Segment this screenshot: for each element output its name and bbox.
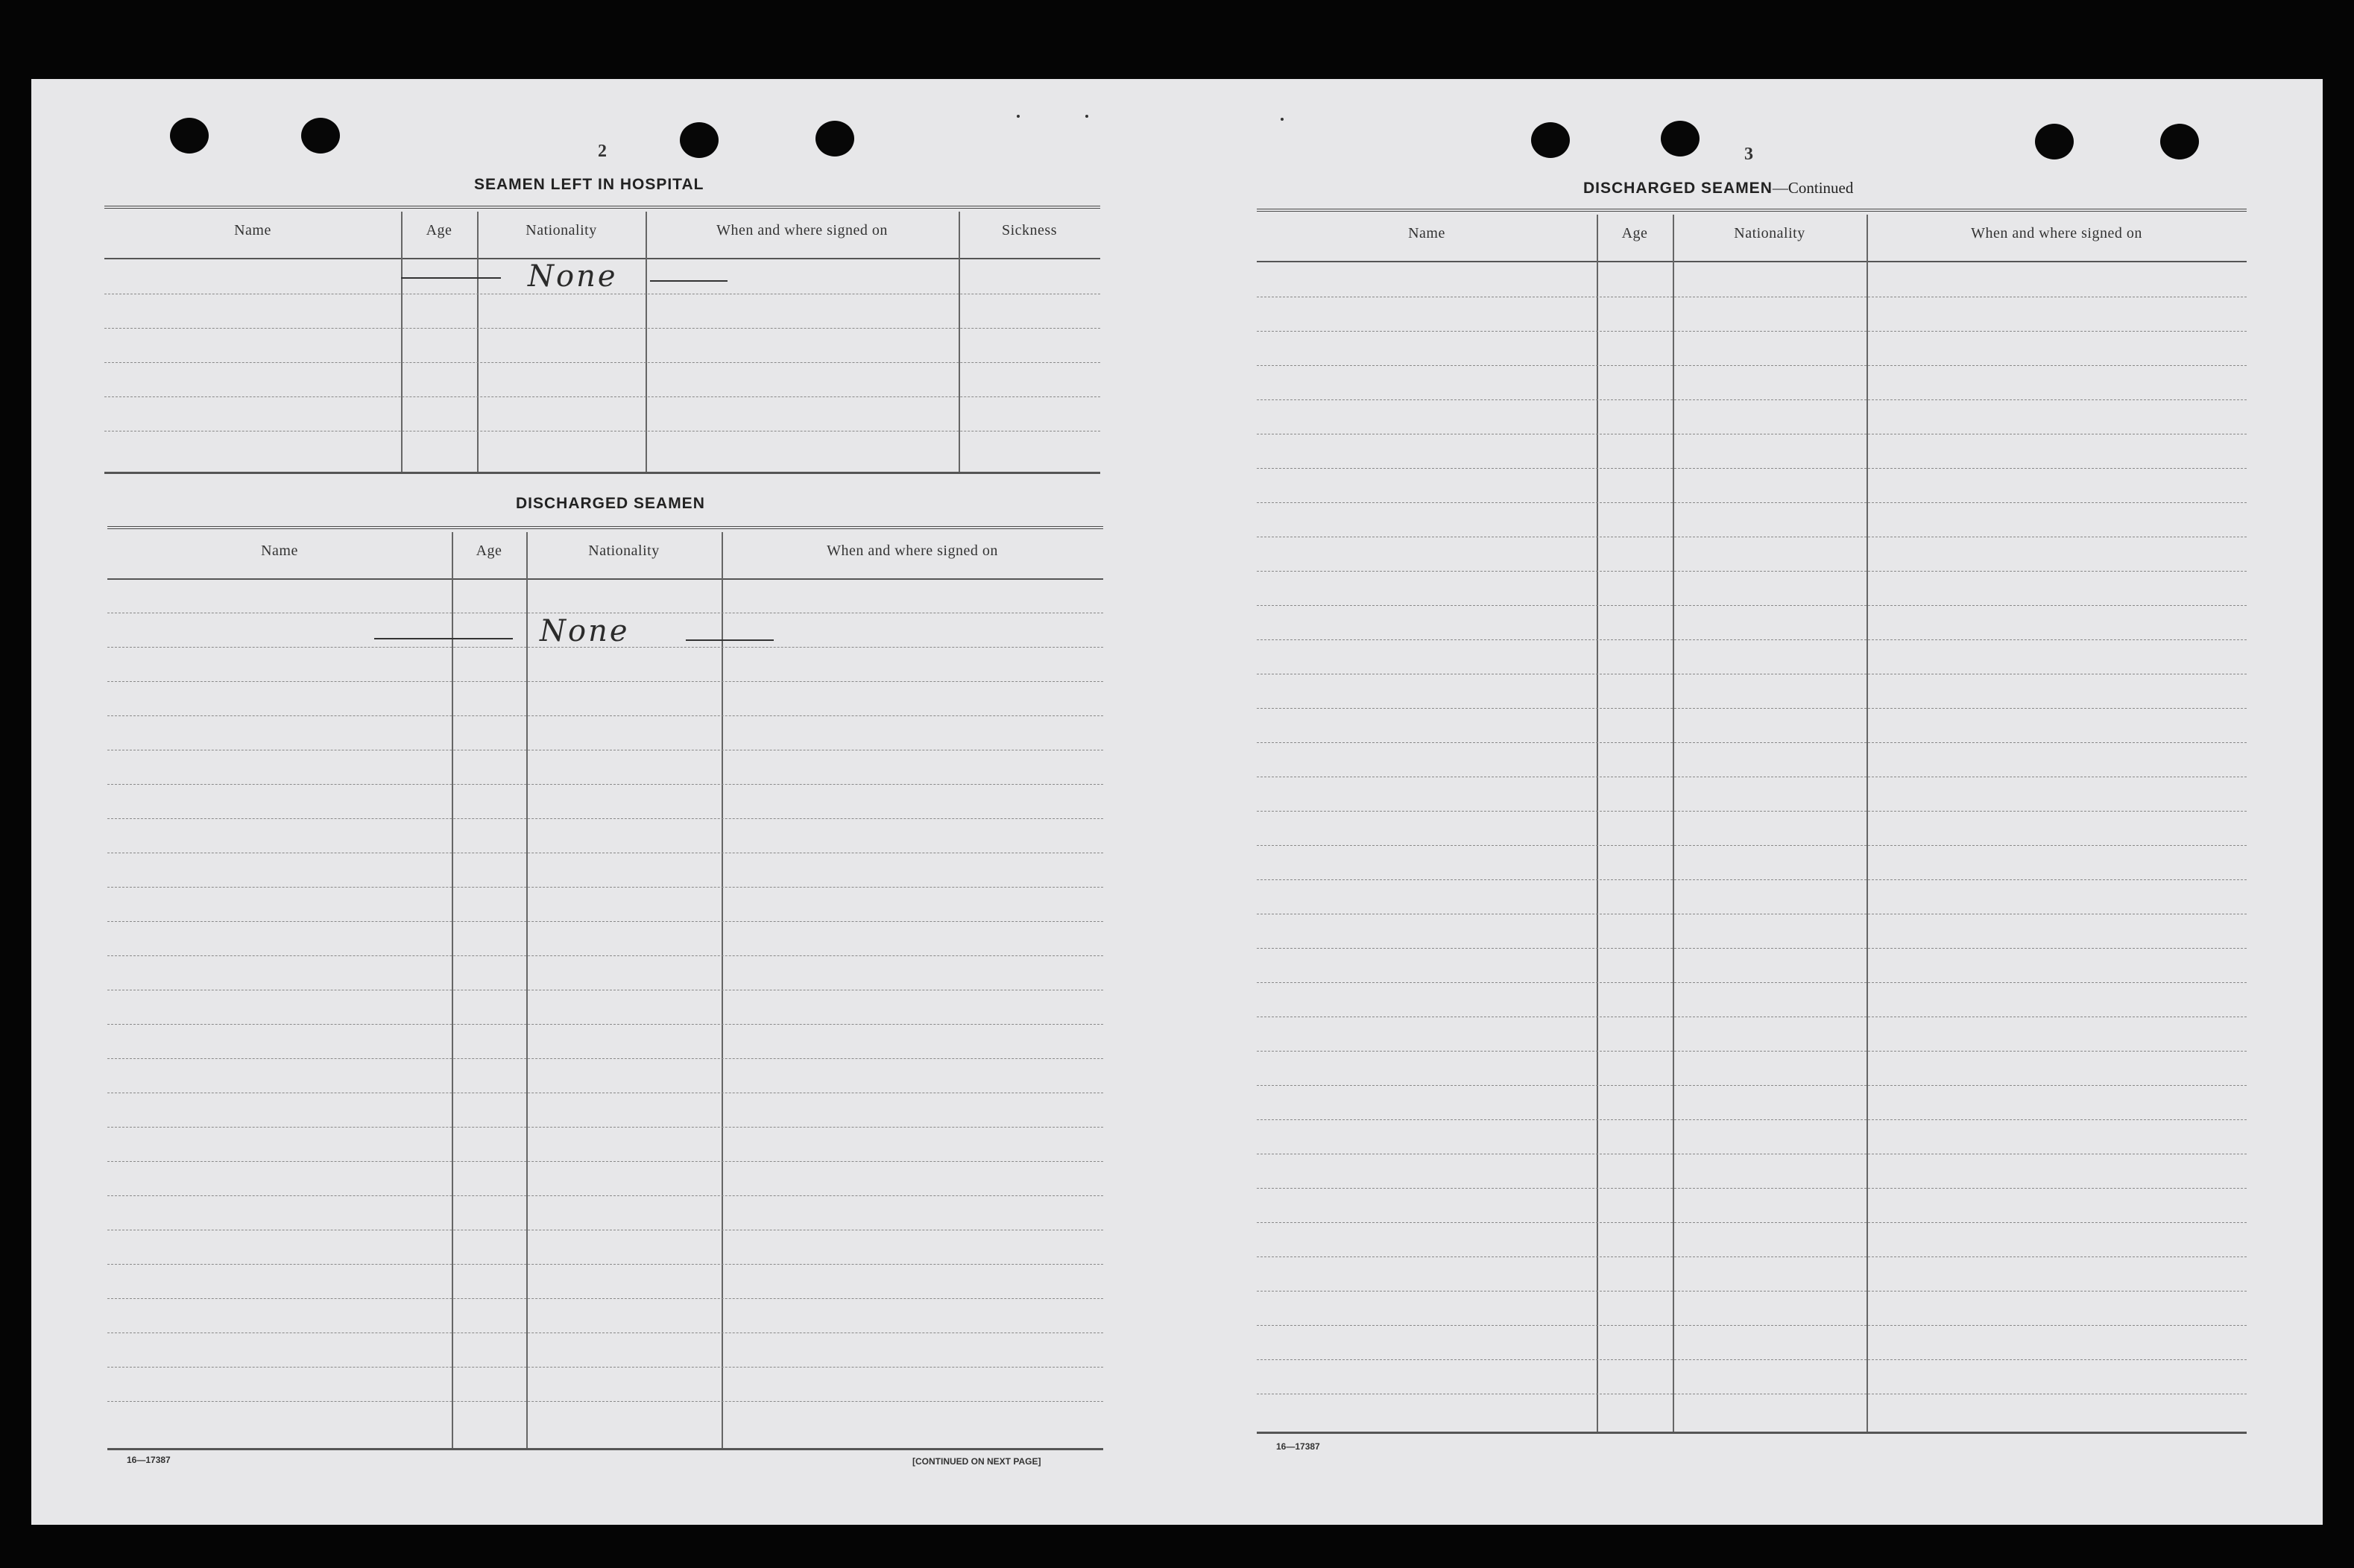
column-header-age: Age (476, 543, 502, 559)
header-rule (107, 578, 1103, 580)
column-divider (1673, 215, 1674, 1432)
table-row (104, 328, 1100, 329)
handwritten-none: None (540, 614, 630, 648)
table-row (107, 784, 1103, 785)
form-number-right: 16—17387 (1276, 1441, 1320, 1452)
header-rule (1257, 261, 2247, 262)
column-divider (959, 212, 960, 472)
column-divider (526, 532, 528, 1449)
table-top-rule (107, 526, 1103, 529)
continued-note: [CONTINUED ON NEXT PAGE] (912, 1456, 1041, 1467)
column-header-nationality: Nationality (588, 543, 660, 559)
table-row (1257, 742, 2247, 743)
table-top-rule (104, 206, 1100, 209)
hospital-section-title: SEAMEN LEFT IN HOSPITAL (474, 176, 704, 193)
table-row (107, 1127, 1103, 1128)
page-number-left: 2 (598, 142, 607, 161)
column-header-signed-on: When and where signed on (827, 543, 998, 559)
table-bottom-rule (107, 1448, 1103, 1450)
table-row (107, 887, 1103, 888)
handwritten-dash (401, 277, 501, 279)
table-row (1257, 708, 2247, 709)
table-row (1257, 1085, 2247, 1086)
table-row (1257, 1359, 2247, 1360)
column-header-signed-on: When and where signed on (716, 222, 888, 238)
table-row (107, 1264, 1103, 1265)
table-row (1257, 879, 2247, 880)
column-header-sickness: Sickness (1002, 222, 1057, 238)
table-row (1257, 982, 2247, 983)
discharged-continued-title (1583, 179, 1853, 197)
column-header-age: Age (426, 222, 452, 238)
speck (1281, 118, 1284, 121)
punch-hole (2160, 124, 2199, 159)
column-header-signed-on: When and where signed on (1971, 225, 2142, 241)
table-row (1257, 811, 2247, 812)
table-row (1257, 502, 2247, 503)
table-row (107, 1058, 1103, 1059)
table-row (1257, 639, 2247, 640)
column-header-name: Name (1408, 225, 1445, 241)
table-row (104, 362, 1100, 363)
punch-hole (680, 122, 719, 158)
punch-hole (1531, 122, 1570, 158)
punch-hole (1661, 121, 1700, 157)
handwritten-dash (650, 280, 728, 282)
punch-hole (815, 121, 854, 157)
table-row (1257, 845, 2247, 846)
table-row (107, 921, 1103, 922)
table-bottom-rule (1257, 1432, 2247, 1434)
table-row (1257, 1256, 2247, 1257)
column-divider (401, 212, 403, 472)
column-divider (646, 212, 647, 472)
punch-hole (301, 118, 340, 154)
table-row (1257, 1051, 2247, 1052)
table-row (1257, 1222, 2247, 1223)
table-row (1257, 1119, 2247, 1120)
table-row (107, 1401, 1103, 1402)
table-row (1257, 1188, 2247, 1189)
speck (1017, 115, 1020, 118)
discharged-section-title: DISCHARGED SEAMEN (516, 495, 705, 512)
table-row (1257, 1291, 2247, 1292)
column-divider (722, 532, 723, 1449)
column-divider (1867, 215, 1868, 1432)
column-header-nationality: Nationality (1734, 225, 1805, 241)
table-row (107, 955, 1103, 956)
column-header-name: Name (261, 543, 298, 559)
handwritten-dash (686, 639, 774, 641)
table-row (107, 715, 1103, 716)
page-number-right: 3 (1744, 145, 1753, 164)
punch-hole (170, 118, 209, 154)
table-row (107, 1024, 1103, 1025)
table-row (1257, 365, 2247, 366)
hospital-table (104, 206, 1100, 474)
table-row (107, 1195, 1103, 1196)
table-row (104, 396, 1100, 397)
table-row (1257, 468, 2247, 469)
table-row (1257, 399, 2247, 400)
discharged-table (107, 526, 1103, 1450)
table-row (1257, 948, 2247, 949)
punch-hole (2035, 124, 2074, 159)
speck (1085, 115, 1088, 118)
title-continued: —Continued (1772, 179, 1854, 197)
table-row (107, 1298, 1103, 1299)
handwritten-none: None (528, 259, 618, 294)
column-divider (452, 532, 453, 1449)
table-row (1257, 1325, 2247, 1326)
column-header-name: Name (234, 222, 271, 238)
discharged-continued-table (1257, 209, 2247, 1434)
column-header-age: Age (1621, 225, 1648, 241)
column-divider (1597, 215, 1598, 1432)
handwritten-dash (374, 638, 513, 639)
table-top-rule (1257, 209, 2247, 212)
column-divider (477, 212, 479, 472)
table-row (1257, 331, 2247, 332)
column-header-nationality: Nationality (526, 222, 597, 238)
table-bottom-rule (104, 472, 1100, 474)
form-number-left: 16—17387 (127, 1455, 171, 1465)
table-row (1257, 571, 2247, 572)
table-row (107, 818, 1103, 819)
table-row (1257, 605, 2247, 606)
table-row (107, 681, 1103, 682)
title-main: DISCHARGED SEAMEN (1583, 180, 1773, 197)
table-row (107, 1161, 1103, 1162)
table-row (107, 1367, 1103, 1368)
